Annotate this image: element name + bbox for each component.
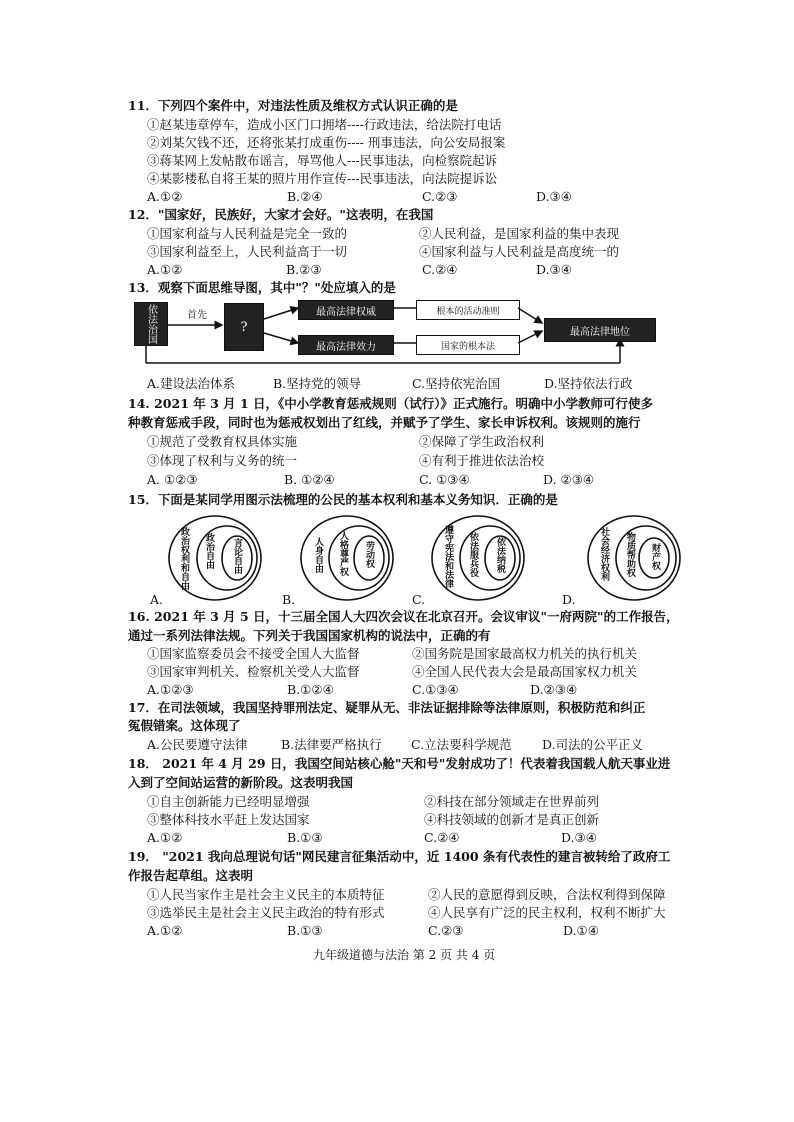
q11-option-b: B.②④	[287, 189, 323, 204]
q15-stem: 15．下面是某同学用图示法梳理的公民的基本权利和基本义务知识．正确的是	[128, 492, 558, 507]
q11-item-4: ④某影楼私自将王某的照片用作宣传---民事违法，向法院提诉讼	[147, 171, 498, 186]
mind-map-start-box	[134, 302, 168, 346]
q18-item-4: ④科技领域的创新才是真正创新	[424, 812, 600, 827]
q16-item-3: ③国家审判机关、检察机关受人大监督	[147, 664, 360, 679]
q14-item-3: ③体现了权利与义务的统一	[147, 453, 298, 468]
q18-stem-line-1: 18． 2021 年 4 月 29 日，我国空间站核心舱"天和号"发射成功了！代表着我国载人航天事业进	[128, 756, 671, 771]
q14-stem-line-2: 种教育惩戒手段，同时也为惩戒权划出了红线，并赋予了学生、家长申诉权利。该规则的施行	[128, 415, 641, 430]
diagram-d-outer: 社会经济权利	[599, 527, 609, 581]
q16-item-1: ①国家监察委员会不接受全国人大监督	[147, 646, 360, 661]
q13-option-c: C.坚持依宪治国	[412, 376, 501, 391]
q11-stem: 11．下列四个案件中，对违法性质及维权方式认识正确的是	[128, 98, 458, 113]
page-footer: 九年级道德与法治 第 2 页 共 4 页	[313, 948, 496, 962]
q16-option-d: D.②③④	[530, 682, 578, 697]
mind-map-question-box	[224, 303, 264, 351]
q17-stem-line-1: 17．在司法领域，我国坚持罪刑法定、疑罪从无、非法证据排除等法律原则，积极防范和纠正	[128, 700, 646, 715]
q19-option-a: A.①②	[147, 923, 183, 938]
q17-option-a: A.公民要遵守法律	[147, 737, 248, 752]
q12-item-4: ④国家利益与人民利益是高度统一的	[419, 244, 620, 259]
q19-item-4: ④人民享有广泛的民主权利，权利不断扩大	[428, 905, 666, 920]
q18-option-c: C.②④	[424, 830, 460, 845]
diagram-a-inner-1: 政治自由	[204, 533, 214, 569]
q16-option-b: B.①②④	[287, 682, 334, 697]
q16-item-4: ④全国人民代表大会是最高国家权力机关	[412, 664, 638, 679]
q18-option-a: A.①②	[147, 830, 183, 845]
mind-map-first-label: 首先	[187, 310, 207, 321]
q16-option-c: C.①③④	[412, 682, 459, 697]
q11-item-2: ②刘某欠钱不还，还将张某打成重伤---- 刑事违法，向公安局报案	[147, 135, 506, 150]
diagram-d-inner-1: 物质帮助权	[625, 532, 635, 577]
q18-stem-line-2: 入到了空间站运营的新阶段。这表明我国	[128, 775, 354, 790]
diagram-b-inner-1: 人格尊严权	[338, 531, 348, 576]
mind-map-top-right-label: 根本的活动准则	[436, 306, 500, 317]
q19-option-b: B.①③	[287, 923, 323, 938]
q14-item-4: ④有利于推进依法治校	[419, 453, 545, 468]
diagram-c-inner-1: 依法服兵役	[468, 532, 478, 577]
mind-map-bottom-mid-box	[298, 335, 394, 355]
q11-item-3: ③蒋某网上发帖散布谣言，辱骂他人---民事违法，向检察院起诉	[147, 153, 498, 168]
q13-option-d: D.坚持依法行政	[544, 376, 633, 391]
q19-stem-line-2: 作报告起草组。这表明	[128, 868, 254, 883]
diagram-b-label: B.	[282, 592, 296, 607]
diagram-a-label: A.	[150, 592, 164, 607]
q12-item-2: ②人民利益，是国家利益的集中表现	[419, 226, 620, 241]
diagram-c-label: C.	[412, 592, 426, 607]
q19-item-3: ③选举民主是社会主义民主政治的特有形式	[147, 905, 385, 920]
q12-option-d: D.③④	[536, 262, 572, 277]
diagram-a-inner-2: 言论自由	[232, 538, 242, 574]
q16-option-a: A.①②③	[147, 682, 194, 697]
mind-map-bottom-right-box	[416, 335, 520, 355]
q13-option-b: B.坚持党的领导	[273, 376, 362, 391]
mind-map-top-mid-label: 最高法律权威	[316, 306, 376, 318]
q11-item-1: ①赵某违章停车，造成小区门口拥堵----行政违法，给法院打电话	[147, 117, 502, 132]
q18-option-b: B.①③	[287, 830, 323, 845]
q14-option-d: D. ②③④	[543, 472, 595, 487]
q18-item-1: ①自主创新能力已经明显增强	[147, 794, 310, 809]
mind-map-end-box	[544, 318, 656, 342]
diagram-d-label: D.	[562, 592, 576, 607]
q16-item-2: ②国务院是国家最高权力机关的执行机关	[412, 646, 638, 661]
diagram-b-outer: 人身自由	[313, 537, 323, 573]
q14-item-1: ①规范了受教育权具体实施	[147, 434, 298, 449]
q19-item-1: ①人民当家作主是社会主义民主的本质特征	[147, 887, 385, 902]
q11-option-a: A.①②	[147, 189, 183, 204]
q17-option-d: D.司法的公平正义	[542, 737, 644, 752]
q14-stem-line-1: 14. 2021 年 3 月 1 日，《中小学教育惩戒规则（试行）》正式施行。明确中小学教师可行使多	[128, 396, 654, 411]
q11-option-d: D.③④	[536, 189, 572, 204]
q13-option-a: A.建设法治体系	[147, 376, 236, 391]
q17-option-b: B.法律要严格执行	[281, 737, 382, 752]
diagram-a-outer: 政治权利和自由	[179, 527, 189, 590]
mind-map-question-mark: ?	[240, 319, 248, 335]
diagram-c-inner-2: 依法纳税	[495, 537, 505, 573]
q16-stem-line-1: 16. 2021 年 3 月 5 日，十三届全国人大四次会议在北京召开。会议审议"一府两院"的工作报告，	[128, 609, 679, 624]
q12-option-a: A.①②	[147, 262, 183, 277]
diagram-b-inner-2: 劳动权	[364, 541, 374, 568]
q19-stem-line-1: 19． "2021 我向总理说句话"网民建言征集活动中，近 1400 条有代表性的建言被转给了政府工	[128, 849, 671, 864]
q14-item-2: ②保障了学生政治权利	[419, 434, 545, 449]
diagram-c-outer: 遵守宪法和法律	[443, 525, 453, 588]
q12-item-1: ①国家利益与人民利益是完全一致的	[147, 226, 348, 241]
q19-item-2: ②人民的意愿得到反映，合法权利得到保障	[428, 887, 666, 902]
mind-map-bottom-right-label: 国家的根本法	[440, 341, 495, 352]
q12-option-c: C.②④	[422, 262, 458, 277]
q12-stem: 12．"国家好，民族好，大家才会好。"这表明，在我国	[128, 207, 434, 222]
q14-option-b: B. ①②④	[284, 472, 335, 487]
q14-option-a: A. ①②③	[147, 472, 198, 487]
q19-option-d: D.①④	[563, 923, 599, 938]
q14-option-c: C. ①③④	[419, 472, 470, 487]
mind-map-start-label: 依法治国	[145, 304, 157, 344]
q17-option-c: C.立法要科学规范	[411, 737, 512, 752]
q18-item-3: ③整体科技水平赶上发达国家	[147, 812, 310, 827]
mind-map-bottom-mid-label: 最高法律效力	[316, 341, 376, 353]
q12-option-b: B.②③	[286, 262, 322, 277]
mind-map-end-label: 最高法律地位	[570, 326, 630, 338]
mind-map-top-right-box	[416, 300, 520, 320]
q11-option-c: C.②③	[422, 189, 458, 204]
q17-stem-line-2: 冤假错案。这体现了	[128, 718, 241, 733]
q13-stem: 13．观察下面思维导图，其中"？"处应填入的是	[128, 280, 396, 295]
q19-option-c: C.②③	[428, 923, 464, 938]
diagram-d-inner-2: 财产权	[650, 543, 660, 570]
mind-map-top-mid-box	[298, 300, 394, 320]
q18-option-d: D.③④	[561, 830, 597, 845]
q12-item-3: ③国家利益至上，人民利益高于一切	[147, 244, 348, 259]
q18-item-2: ②科技在部分领域走在世界前列	[424, 794, 600, 809]
q16-stem-line-2: 通过一系列法律法规。下列关于我国国家机构的说法中，正确的有	[128, 628, 491, 643]
